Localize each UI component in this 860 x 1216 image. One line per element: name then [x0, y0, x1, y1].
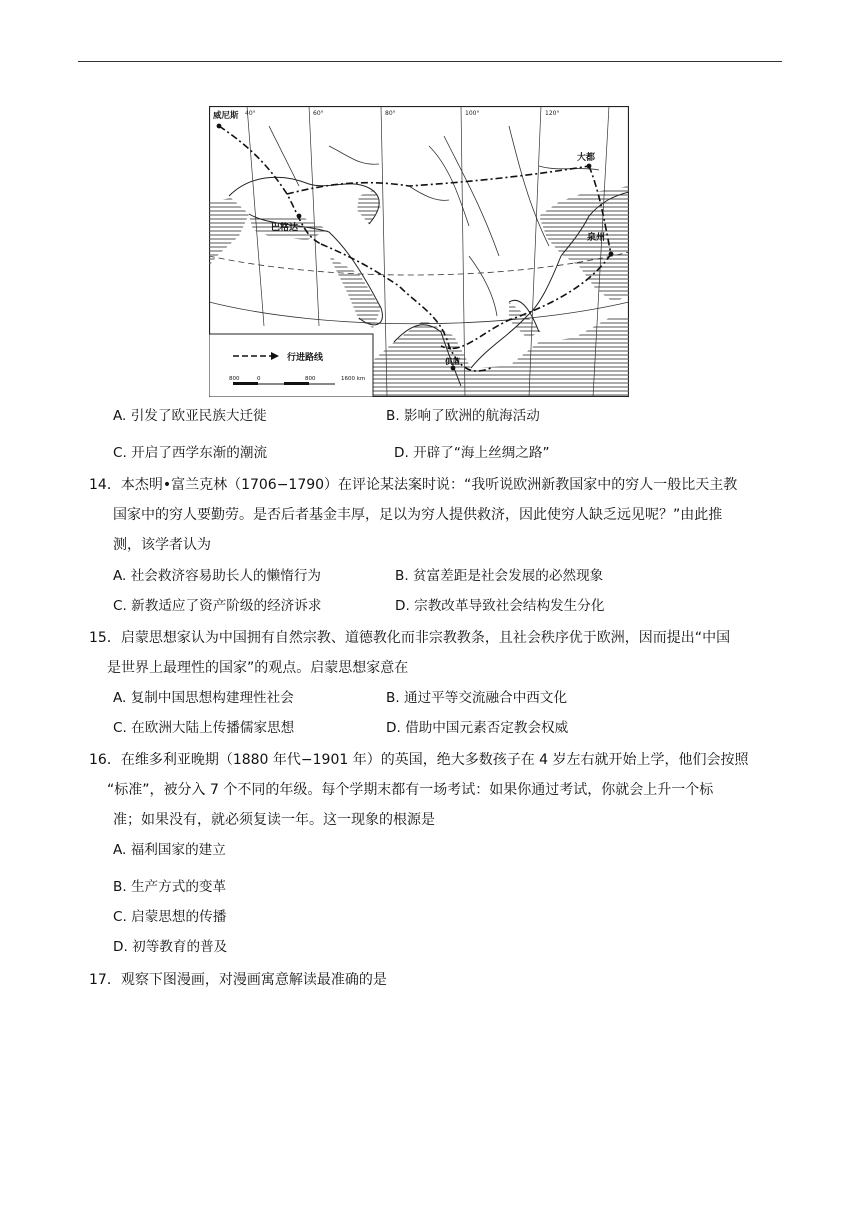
q15-option-c: C. 在欧洲大陆上传播儒家思想	[113, 720, 295, 736]
q14-stem-line: 国家中的穷人要勤劳。是否后者基金丰厚，足以为穷人提供救济，因此使穷人缺乏远见呢？”由此推	[113, 507, 723, 523]
q13-option-b: B. 影响了欧洲的航海活动	[386, 408, 540, 424]
longitude-label: 80°	[385, 110, 396, 117]
q16-option-b: B. 生产方式的变革	[113, 879, 227, 895]
q15-option-d: D. 借助中国元素否定教会权威	[386, 720, 569, 736]
q13-option-c: C. 开启了西学东渐的潮流	[113, 445, 268, 461]
scale-label: 800	[229, 376, 240, 382]
legend-label: 行进路线	[287, 353, 324, 363]
scale-label: 1600 km	[341, 376, 366, 382]
q15-stem-line: 15．启蒙思想家认为中国拥有自然宗教、道德教化而非宗教教条，且社会秩序优于欧洲，因而提出“中国	[89, 630, 731, 646]
q14-option-c: C. 新教适应了资产阶级的经济诉求	[113, 598, 322, 614]
label-kollam: 俱蓝	[445, 357, 460, 366]
longitude-label: 60°	[313, 110, 324, 117]
scale-label: 0	[257, 376, 261, 382]
marco-polo-route-map	[209, 106, 629, 397]
longitude-label: 40°	[245, 110, 256, 117]
label-dadu: 大都	[577, 153, 596, 163]
map-legend	[209, 334, 373, 397]
q16-option-c: C. 启蒙思想的传播	[113, 909, 227, 925]
longitude-label: 100°	[465, 110, 480, 117]
q13-option-d: D. 开辟了“海上丝绸之路”	[394, 445, 550, 461]
q17-stem-line: 17．观察下图漫画，对漫画寓意解读最准确的是	[89, 972, 387, 988]
q16-option-d: D. 初等教育的普及	[113, 939, 228, 955]
q16-stem-line: 准；如果没有，就必须复读一年。这一现象的根源是	[113, 812, 435, 828]
q16-stem-line: 16．在维多利亚晚期（1880 年代−1901 年）的英国，绝大多数孩子在 4 岁左右就开始上学，他们会按照	[89, 752, 749, 768]
header-rule	[78, 61, 782, 62]
q16-option-a: A. 福利国家的建立	[113, 842, 226, 858]
q13-option-a: A. 引发了欧亚民族大迁徙	[113, 408, 267, 424]
q15-stem-line: 是世界上最理性的国家”的观点。启蒙思想家意在	[107, 660, 409, 676]
label-venice: 威尼斯	[213, 111, 239, 121]
q15-option-b: B. 通过平等交流融合中西文化	[386, 690, 568, 706]
q15-option-a: A. 复制中国思想构建理性社会	[113, 690, 294, 706]
q14-stem-line: 14．本杰明•富兰克林（1706−1790）在评论某法案时说：“我听说欧洲新教国家中的穷人一般比天主教	[89, 477, 738, 493]
q14-stem-line: 测，该学者认为	[113, 537, 211, 553]
q14-option-a: A. 社会救济容易助长人的懒惰行为	[113, 568, 322, 584]
longitude-label: 120°	[545, 110, 560, 117]
q16-stem-line: “标准”，被分入 7 个不同的年级。每个学期末都有一场考试：如果你通过考试，你就会上升一个标	[107, 782, 714, 798]
q14-option-b: B. 贫富差距是社会发展的必然现象	[395, 568, 604, 584]
q14-option-d: D. 宗教改革导致社会结构发生分化	[395, 598, 605, 614]
scale-label: 800	[305, 376, 316, 382]
label-baghdad: 巴格达	[271, 223, 299, 233]
label-quanzhou: 泉州	[587, 233, 606, 243]
